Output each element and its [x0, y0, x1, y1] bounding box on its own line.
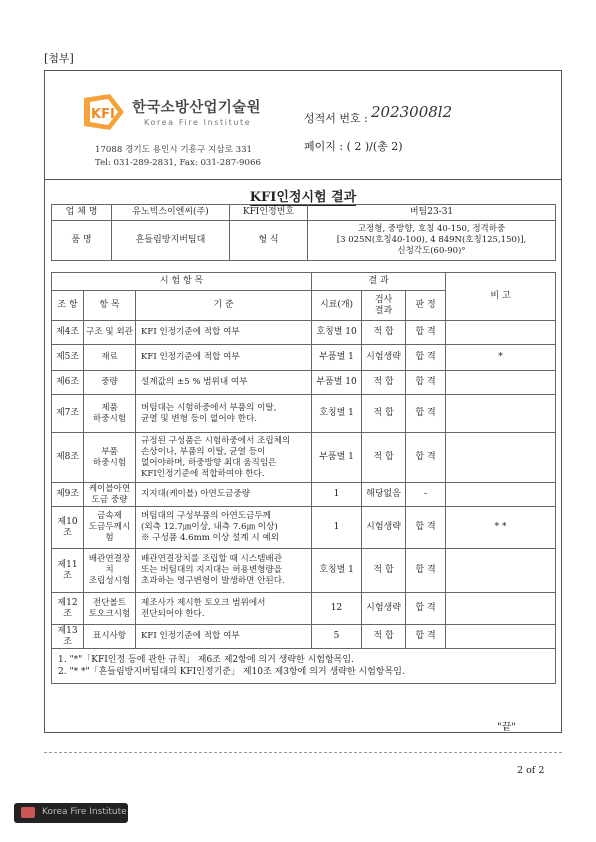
row-criteria: 버팀대는 시험하중에서 부품의 이탈, 균열 및 변형 등이 없어야 한다. [136, 395, 312, 433]
cert-no-value: 버팀23-31 [308, 205, 556, 221]
row-criteria: 버팀대의 구성부품의 아연도금두께 (외측 12.7㎛이상, 내측 7.6㎛ 이상) ※ 구성품 4.6mm 이상 설계 시 예외 [136, 507, 312, 549]
row-judge: 합 격 [406, 549, 446, 593]
row-article: 제11조 [52, 549, 84, 593]
row-sample: 부품별 1 [312, 345, 362, 371]
header-item: 항 목 [84, 291, 136, 321]
row-result: 시험생략 [362, 507, 406, 549]
org-contact: Tel: 031-289-2831, Fax: 031-287-9066 [95, 158, 261, 168]
row-article: 제8조 [52, 433, 84, 483]
header-sample: 시료(개) [312, 291, 362, 321]
table-row [52, 395, 556, 433]
row-item: 배관연결장치 조립성시험 [84, 549, 136, 593]
row-item: 제품 하중시험 [84, 395, 136, 433]
document-title: KFI인정시험 결과 [249, 190, 357, 205]
model-line: 신청각도(60-90)° [397, 246, 466, 256]
page-indicator: 페이지 : ( 2 )/(총 2) [304, 140, 403, 153]
row-judge: 합 격 [406, 593, 446, 625]
footer-logo [14, 803, 128, 823]
row-judge: 합 격 [406, 345, 446, 371]
row-remark [446, 625, 556, 649]
table-row [52, 507, 556, 549]
row-criteria: KFI 인정기준에 적합 여부 [136, 625, 312, 649]
row-article: 제12조 [52, 593, 84, 625]
row-criteria: KFI 인정기준에 적합 여부 [136, 321, 312, 345]
row-result: 시험생략 [362, 593, 406, 625]
org-address: 17088 경기도 용인시 기흥구 지삼로 331 [95, 145, 253, 155]
row-remark [446, 321, 556, 345]
row-judge: 합 격 [406, 371, 446, 395]
row-judge: 합 격 [406, 507, 446, 549]
table-row [52, 345, 556, 371]
page-divider [44, 752, 562, 753]
table-row [52, 433, 556, 483]
row-item: 표시사항 [84, 625, 136, 649]
end-mark: "끝" [497, 722, 516, 733]
logo-text: KFI [91, 107, 115, 122]
row-judge: - [406, 483, 446, 507]
cert-number-handwritten: 2023008l2 [371, 103, 453, 121]
row-judge: 합 격 [406, 625, 446, 649]
row-article: 제9조 [52, 483, 84, 507]
row-criteria: 규정된 구성품은 시험하중에서 조립체의 손상이나, 부품의 이탈, 균열 등이 없어야하며, 하중방향 최대 움직임은 KFI인정기준에 적합하여야 한다. [136, 433, 312, 483]
row-criteria: KFI 인정기준에 적합 여부 [136, 345, 312, 371]
model-line: 고정형, 중방향, 호칭 40-150, 정격하중 [357, 224, 506, 234]
row-result: 적 합 [362, 433, 406, 483]
footnote: 1. "*"「KFI인정 등에 관한 규칙」 제6조 제2항에 의거 생략한 시험항목임. [58, 655, 354, 665]
company-label: 업 체 명 [52, 205, 112, 221]
row-item: 중량 [84, 371, 136, 395]
row-sample: 12 [312, 593, 362, 625]
row-result: 해당없음 [362, 483, 406, 507]
row-item: 부품 하중시험 [84, 433, 136, 483]
table-row [52, 483, 556, 507]
footnote: 2. "* *"「흔들림방지버팀대의 KFI인정기준」 제10조 제3항에 의거 생략한 시험항목임. [58, 667, 405, 677]
row-sample: 호칭별 1 [312, 549, 362, 593]
row-judge: 합 격 [406, 433, 446, 483]
row-result: 적 합 [362, 549, 406, 593]
org-address-block [95, 144, 261, 170]
row-result: 적 합 [362, 625, 406, 649]
row-sample: 1 [312, 507, 362, 549]
table-row [52, 593, 556, 625]
row-criteria: 배관연결장치를 조립할 때 시스템배관 또는 버팀대의 지지대는 허용변형량을 초과하는 영구변형이 발생하면 안된다. [136, 549, 312, 593]
row-result: 적 합 [362, 371, 406, 395]
row-judge: 합 격 [406, 321, 446, 345]
row-article: 제13조 [52, 625, 84, 649]
row-sample: 부품별 10 [312, 371, 362, 395]
row-item: 금속제 도금두께시험 [84, 507, 136, 549]
org-name-korean: 한국소방산업기술원 [132, 100, 261, 116]
row-article: 제6조 [52, 371, 84, 395]
row-criteria: 설계값의 ±5 % 범위내 여부 [136, 371, 312, 395]
row-item: 재료 [84, 345, 136, 371]
org-name-english: Korea Fire Institute [144, 118, 252, 127]
model-label: 형 식 [230, 221, 308, 261]
cert-no-label: KFI인정번호 [230, 205, 308, 221]
row-article: 제4조 [52, 321, 84, 345]
row-result: 적 합 [362, 321, 406, 345]
row-sample: 1 [312, 483, 362, 507]
table-row [52, 625, 556, 649]
row-article: 제5조 [52, 345, 84, 371]
row-remark [446, 433, 556, 483]
row-sample: 호칭별 1 [312, 395, 362, 433]
row-article: 제10조 [52, 507, 84, 549]
header-result: 결 과 [312, 273, 446, 291]
row-remark [446, 483, 556, 507]
row-remark [446, 371, 556, 395]
row-item: 케이블아연 도금 중량 [84, 483, 136, 507]
results-table [51, 272, 556, 684]
row-item: 구조 및 외관 [84, 321, 136, 345]
product-value: 흔들림방지버팀대 [112, 221, 230, 261]
product-label: 품 명 [52, 221, 112, 261]
table-row [52, 549, 556, 593]
table-row [52, 371, 556, 395]
header-test-items: 시 험 항 목 [52, 273, 312, 291]
header-criteria: 기 준 [136, 291, 312, 321]
model-line: [3 025N(호칭40-100), 4 849N(호칭125,150)], [336, 235, 527, 245]
info-table [51, 204, 556, 261]
kfi-logo [80, 92, 128, 132]
row-sample: 호칭별 10 [312, 321, 362, 345]
header-test-result: 검사 결과 [362, 291, 406, 321]
company-value: 유노빅스이엔씨(주) [112, 205, 230, 221]
row-result: 적 합 [362, 395, 406, 433]
row-result: 시험생략 [362, 345, 406, 371]
footer-logo-text: Korea Fire Institute [42, 807, 127, 817]
header-remark: 비 고 [446, 273, 556, 321]
attachment-label: [첨부] [44, 52, 74, 65]
row-criteria: 제조사가 제시한 토오크 범위에서 전단되어야 한다. [136, 593, 312, 625]
row-judge: 합 격 [406, 395, 446, 433]
footer-logo-icon [21, 807, 35, 818]
row-remark [446, 593, 556, 625]
row-sample: 5 [312, 625, 362, 649]
row-remark [446, 549, 556, 593]
row-remark [446, 395, 556, 433]
header-judge: 판 정 [406, 291, 446, 321]
row-remark: * * [446, 507, 556, 549]
row-article: 제7조 [52, 395, 84, 433]
row-remark: * [446, 345, 556, 371]
footnotes [52, 649, 556, 684]
model-value [308, 221, 556, 261]
row-item: 전단볼트 토오크시험 [84, 593, 136, 625]
header-article: 조 항 [52, 291, 84, 321]
cert-number-label: 성적서 번호 : [304, 112, 368, 125]
row-sample: 부품별 1 [312, 433, 362, 483]
row-criteria: 지지대(케이블) 아연도금중량 [136, 483, 312, 507]
page-footer: 2 of 2 [517, 765, 545, 776]
table-row [52, 321, 556, 345]
